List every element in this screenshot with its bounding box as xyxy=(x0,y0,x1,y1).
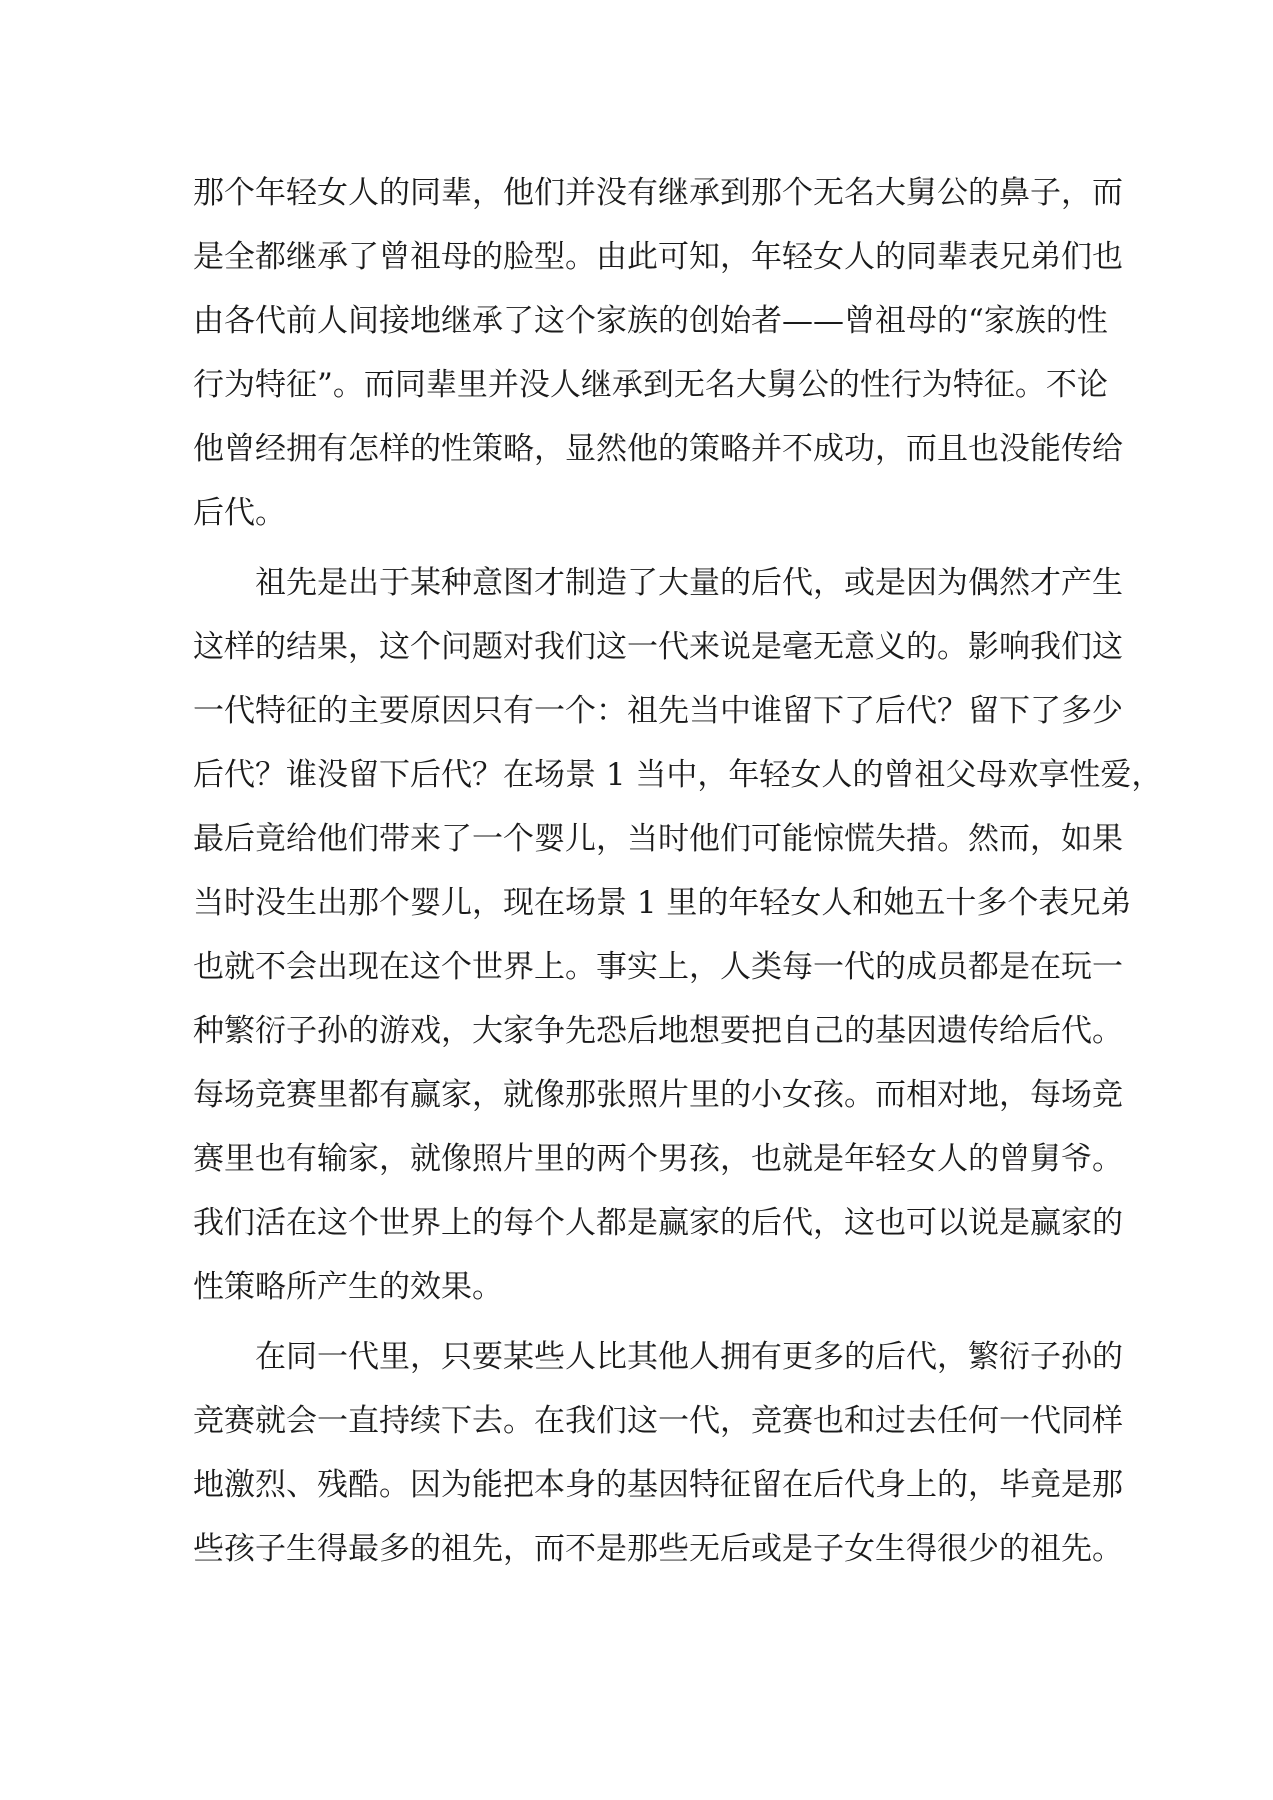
text-line: 种繁衍子孙的游戏，大家争先恐后地想要把自己的基因遗传给后代。 xyxy=(193,1013,1123,1049)
text-line: 在同一代里，只要某些人比其他人拥有更多的后代，繁衍子孙的 xyxy=(255,1339,1123,1375)
text-line: 地激烈、残酷。因为能把本身的基因特征留在后代身上的，毕竟是那 xyxy=(193,1467,1123,1503)
text-line: 行为特征”。而同辈里并没人继承到无名大舅公的性行为特征。不论 xyxy=(193,367,1108,403)
text-line: 他曾经拥有怎样的性策略，显然他的策略并不成功，而且也没能传给 xyxy=(193,431,1123,467)
text-line: 是全都继承了曾祖母的脸型。由此可知，年轻女人的同辈表兄弟们也 xyxy=(193,239,1123,275)
text-line: 后代？谁没留下后代？在场景 1 当中，年轻女人的曾祖父母欢享性爱， xyxy=(193,757,1163,793)
text-line: 那个年轻女人的同辈，他们并没有继承到那个无名大舅公的鼻子，而 xyxy=(193,175,1123,211)
text-line: 性策略所产生的效果。 xyxy=(193,1269,503,1305)
text-line: 这样的结果，这个问题对我们这一代来说是毫无意义的。影响我们这 xyxy=(193,629,1123,665)
text-line: 也就不会出现在这个世界上。事实上，人类每一代的成员都是在玩一 xyxy=(193,949,1123,985)
text-line: 最后竟给他们带来了一个婴儿，当时他们可能惊慌失措。然而，如果 xyxy=(193,821,1123,857)
text-line: 祖先是出于某种意图才制造了大量的后代，或是因为偶然才产生 xyxy=(255,565,1123,601)
text-line: 些孩子生得最多的祖先，而不是那些无后或是子女生得很少的祖先。 xyxy=(193,1531,1123,1567)
text-line: 一代特征的主要原因只有一个：祖先当中谁留下了后代？留下了多少 xyxy=(193,693,1123,729)
text-line: 后代。 xyxy=(193,495,286,531)
text-line: 由各代前人间接地继承了这个家族的创始者——曾祖母的“家族的性 xyxy=(193,303,1108,339)
text-line: 当时没生出那个婴儿，现在场景 1 里的年轻女人和她五十多个表兄弟 xyxy=(193,885,1132,921)
text-line: 每场竞赛里都有赢家，就像那张照片里的小女孩。而相对地，每场竞 xyxy=(193,1077,1123,1113)
text-line: 赛里也有输家，就像照片里的两个男孩，也就是年轻女人的曾舅爷。 xyxy=(193,1141,1123,1177)
text-line: 我们活在这个世界上的每个人都是赢家的后代，这也可以说是赢家的 xyxy=(193,1205,1123,1241)
text-line: 竞赛就会一直持续下去。在我们这一代，竞赛也和过去任何一代同样 xyxy=(193,1403,1123,1439)
